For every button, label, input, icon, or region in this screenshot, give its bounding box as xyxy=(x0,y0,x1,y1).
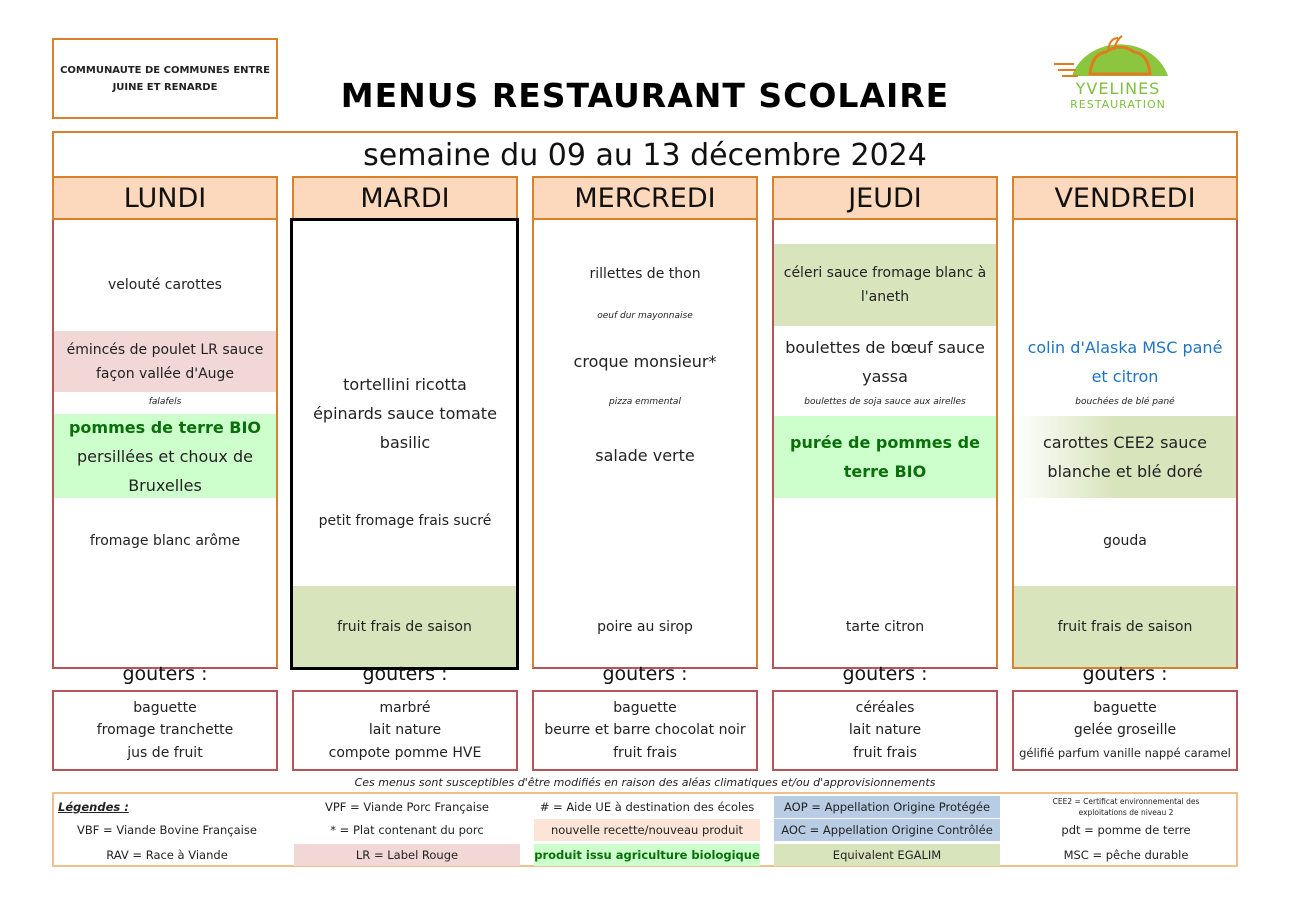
lundi-main-line-1: émincés de poulet LR sauce xyxy=(66,341,264,358)
gouter-title-vendredi: gouters : xyxy=(1082,663,1168,685)
day-header-mercredi: MERCREDI xyxy=(532,176,758,220)
lundi-alt: falafels xyxy=(148,397,182,407)
mercredi-main: croque monsieur* xyxy=(573,351,717,371)
gouter-title-mercredi: gouters : xyxy=(602,663,688,685)
gouter-item: céréales xyxy=(855,699,915,716)
vendredi-dairy: gouda xyxy=(1103,533,1147,549)
org-line-1: COMMUNAUTE DE COMMUNES ENTRE xyxy=(60,64,270,76)
legend-pdt: pdt = pomme de terre xyxy=(1061,823,1191,837)
jeudi-main-line-1: boulettes de bœuf sauce xyxy=(785,338,985,357)
mardi-main xyxy=(296,368,514,458)
vendredi-side xyxy=(1014,416,1236,498)
jeudi-starter xyxy=(774,244,996,326)
mercredi-alt: pizza emmental xyxy=(609,397,681,407)
mercredi-starter-alt: oeuf dur mayonnaise xyxy=(597,311,693,321)
day-header-jeudi: JEUDI xyxy=(772,176,998,220)
legend-rav: RAV = Race à Viande xyxy=(106,848,228,862)
lundi-dairy: fromage blanc arôme xyxy=(89,533,241,549)
lundi-starter: velouté carottes xyxy=(108,277,222,293)
mardi-main-line-1: tortellini ricotta xyxy=(343,374,467,394)
mardi-dessert: fruit frais de saison xyxy=(293,586,516,667)
gouter-lundi xyxy=(52,690,278,771)
legend-cee2: CEE2 = Certificat environnemental des exploitations de niveau 2 xyxy=(1052,797,1200,817)
legend-aide-ue: # = Aide UE à destination des écoles xyxy=(539,800,755,814)
lundi-side xyxy=(54,414,276,498)
lundi-side-line-1: pommes de terre BIO xyxy=(68,417,262,437)
gouter-mercredi xyxy=(532,690,758,771)
gouter-item: marbré xyxy=(379,699,431,716)
legend-box xyxy=(52,792,1238,867)
gouter-item: lait nature xyxy=(848,722,922,739)
mercredi-side: salade verte xyxy=(595,445,695,465)
jeudi-alt: boulettes de soja sauce aux airelles xyxy=(804,397,966,407)
mardi-main-line-2: épinards sauce tomate xyxy=(313,403,497,423)
lundi-side-line-2: persillées et choux de xyxy=(77,446,253,466)
jeudi-side-line-1: purée de pommes de xyxy=(790,433,980,452)
legend-vbf: VBF = Viande Bovine Française xyxy=(77,823,257,837)
vendredi-dessert: fruit frais de saison xyxy=(1014,586,1236,667)
lundi-main-line-2: façon vallée d'Auge xyxy=(95,365,235,382)
gouter-item: beurre et barre chocolat noir xyxy=(544,722,746,739)
gouter-vendredi xyxy=(1012,690,1238,771)
jeudi-dessert: tarte citron xyxy=(845,619,925,635)
gouter-item: baguette xyxy=(1093,699,1157,716)
day-header-vendredi: VENDREDI xyxy=(1012,176,1238,220)
week-banner: semaine du 09 au 13 décembre 2024 xyxy=(52,131,1238,178)
vendredi-main xyxy=(1014,332,1236,392)
legend-msc: MSC = pêche durable xyxy=(1063,848,1189,862)
vendredi-side-line-1: carottes CEE2 sauce xyxy=(1042,433,1207,452)
lundi-main xyxy=(54,331,276,392)
gouter-item: jus de fruit xyxy=(127,744,203,761)
legend-vpf: VPF = Viande Porc Française xyxy=(324,800,490,814)
jeudi-starter-line-2: l'aneth xyxy=(860,289,910,305)
jeudi-main-line-2: yassa xyxy=(862,367,908,386)
legend-aoc: AOC = Appellation Origine Contrôlée xyxy=(774,819,1000,841)
gouter-item: fromage tranchette xyxy=(96,722,234,739)
disclaimer: Ces menus sont susceptibles d'être modifiés en raison des aléas climatiques et/ou d'approvisionnements xyxy=(354,775,936,789)
legend-egalim: Equivalent EGALIM xyxy=(774,844,1000,866)
jeudi-side xyxy=(774,416,996,498)
gouter-mardi xyxy=(292,690,518,771)
legend-nouvelle-recette: nouvelle recette/nouveau produit xyxy=(534,819,760,841)
jeudi-side-line-2: terre BIO xyxy=(843,462,927,481)
logo-text-restauration: RESTAURATION xyxy=(1070,97,1166,111)
gouter-jeudi xyxy=(772,690,998,771)
gouter-item: lait nature xyxy=(368,722,442,739)
gouter-item: gélifié parfum vanille nappé caramel xyxy=(1019,745,1231,760)
vendredi-side-line-2: blanche et blé doré xyxy=(1047,462,1203,481)
gouter-item: baguette xyxy=(613,699,677,716)
gouter-item: baguette xyxy=(133,699,197,716)
jeudi-starter-line-1: céleri sauce fromage blanc à xyxy=(783,265,987,281)
legend-bio: produit issu agriculture biologique xyxy=(534,844,760,866)
vendredi-alt: bouchées de blé pané xyxy=(1075,397,1175,407)
organization-box xyxy=(52,38,278,119)
vendredi-main-line-2: et citron xyxy=(1091,367,1159,386)
legend-title: Légendes : xyxy=(58,800,129,814)
mardi-dairy: petit fromage frais sucré xyxy=(318,513,492,529)
legend-label-rouge: LR = Label Rouge xyxy=(294,844,520,866)
day-header-mardi: MARDI xyxy=(292,176,518,220)
mercredi-dessert: poire au sirop xyxy=(597,619,693,635)
legend-aop: AOP = Appellation Origine Protégée xyxy=(774,796,1000,818)
gouter-item: gelée groseille xyxy=(1073,722,1177,739)
gouter-title-mardi: gouters : xyxy=(362,663,448,685)
jeudi-main xyxy=(774,332,996,392)
page-title: MENUS RESTAURANT SCOLAIRE xyxy=(340,75,950,115)
lundi-side-line-3: Bruxelles xyxy=(128,475,202,495)
gouter-title-jeudi: gouters : xyxy=(842,663,928,685)
legend-porc: * = Plat contenant du porc xyxy=(330,823,484,837)
mercredi-starter: rillettes de thon xyxy=(589,266,701,282)
org-line-2: JUINE ET RENARDE xyxy=(112,81,218,93)
gouter-item: compote pomme HVE xyxy=(328,744,482,761)
mardi-main-line-3: basilic xyxy=(379,432,431,452)
logo-text-yvelines: YVELINES xyxy=(1075,78,1161,98)
gouter-item: fruit frais xyxy=(613,744,677,761)
gouter-title-lundi: gouters : xyxy=(122,663,208,685)
gouter-item: fruit frais xyxy=(853,744,917,761)
day-header-lundi: LUNDI xyxy=(52,176,278,220)
vendredi-main-line-1: colin d'Alaska MSC pané xyxy=(1027,338,1223,357)
